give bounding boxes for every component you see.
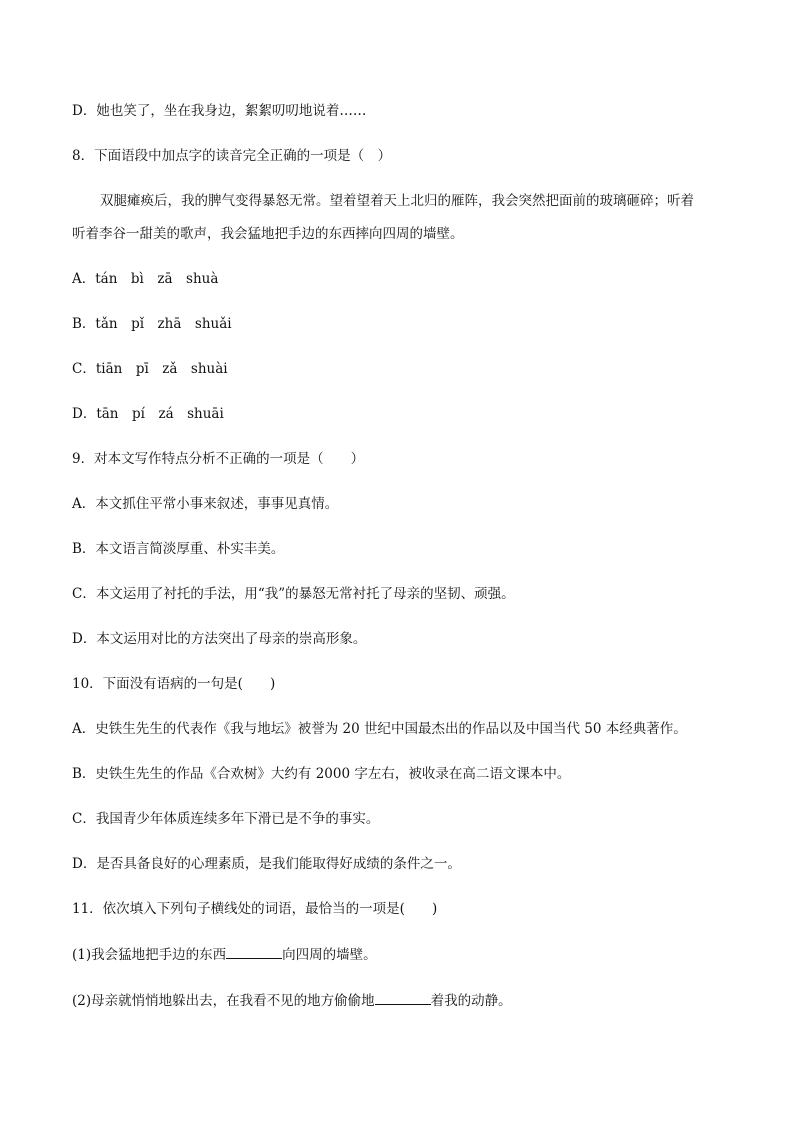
q10-option-c: C．我国青少年体质连续多年下滑已是不争的事实。 xyxy=(72,811,380,827)
passage-line-2: 听着李谷一甜美的歌声，我会猛地把手边的东西摔向四周的墙壁。 xyxy=(72,226,464,242)
q11-sentence-2-end: 着我的动静。 xyxy=(430,993,512,1009)
question-11: 11．依次填入下列句子横线处的词语，最恰当的一项是( ) xyxy=(72,901,438,917)
q11-sentence-1 xyxy=(72,944,377,965)
q10-option-b: B．史铁生先生的作品《合欢树》大约有 2000 字左右，被收录在高二语文课本中。 xyxy=(72,766,571,782)
q8-option-a: A．tán bì zā shuà xyxy=(72,271,219,287)
fill-blank-2 xyxy=(375,990,431,1005)
q9-option-d: D．本文运用对比的方法突出了母亲的崇高形象。 xyxy=(72,631,367,647)
q11-sentence-1-end: 向四周的墙壁。 xyxy=(282,947,377,963)
q11-sentence-2-start: (2)母亲就悄悄地躲出去，在我看不见的地方偷偷地 xyxy=(72,993,375,1009)
q11-sentence-1-start: (1)我会猛地把手边的东西 xyxy=(72,947,227,963)
q9-option-b: B．本文语言简淡厚重、朴实丰美。 xyxy=(72,541,285,557)
question-9: 9．对本文写作特点分析不正确的一项是（ ） xyxy=(72,451,365,467)
q9-option-c: C．本文运用了衬托的手法，用“我”的暴怒无常衬托了母亲的坚韧、顽强。 xyxy=(72,586,515,602)
q8-option-b: B．tǎn pǐ zhā shuǎi xyxy=(72,316,232,332)
q9-option-a: A．本文抓住平常小事来叙述，事事见真情。 xyxy=(72,496,339,512)
fill-blank-1 xyxy=(226,944,282,959)
q7-option-d: D．她也笑了，坐在我身边，絮絮叨叨地说着…… xyxy=(72,103,367,119)
q8-option-d: D．tān pí zá shuāi xyxy=(72,406,224,422)
q11-sentence-2 xyxy=(72,990,512,1011)
q10-option-d: D．是否具备良好的心理素质，是我们能取得好成绩的条件之一。 xyxy=(72,856,461,872)
q8-option-c: C．tiān pī zǎ shuài xyxy=(72,361,228,377)
q10-option-a: A．史铁生先生的代表作《我与地坛》被誉为 20 世纪中国最杰出的作品以及中国当代 50 本经典著作。 xyxy=(72,721,687,737)
question-8: 8．下面语段中加点字的读音完全正确的一项是（ ） xyxy=(72,148,392,164)
passage-line-1: 双腿瘫痪后，我的脾气变得暴怒无常。望着望着天上北归的雁阵，我会突然把面前的玻璃砸碎；听着 xyxy=(100,193,694,209)
question-10: 10．下面没有语病的一句是( ) xyxy=(72,676,276,692)
